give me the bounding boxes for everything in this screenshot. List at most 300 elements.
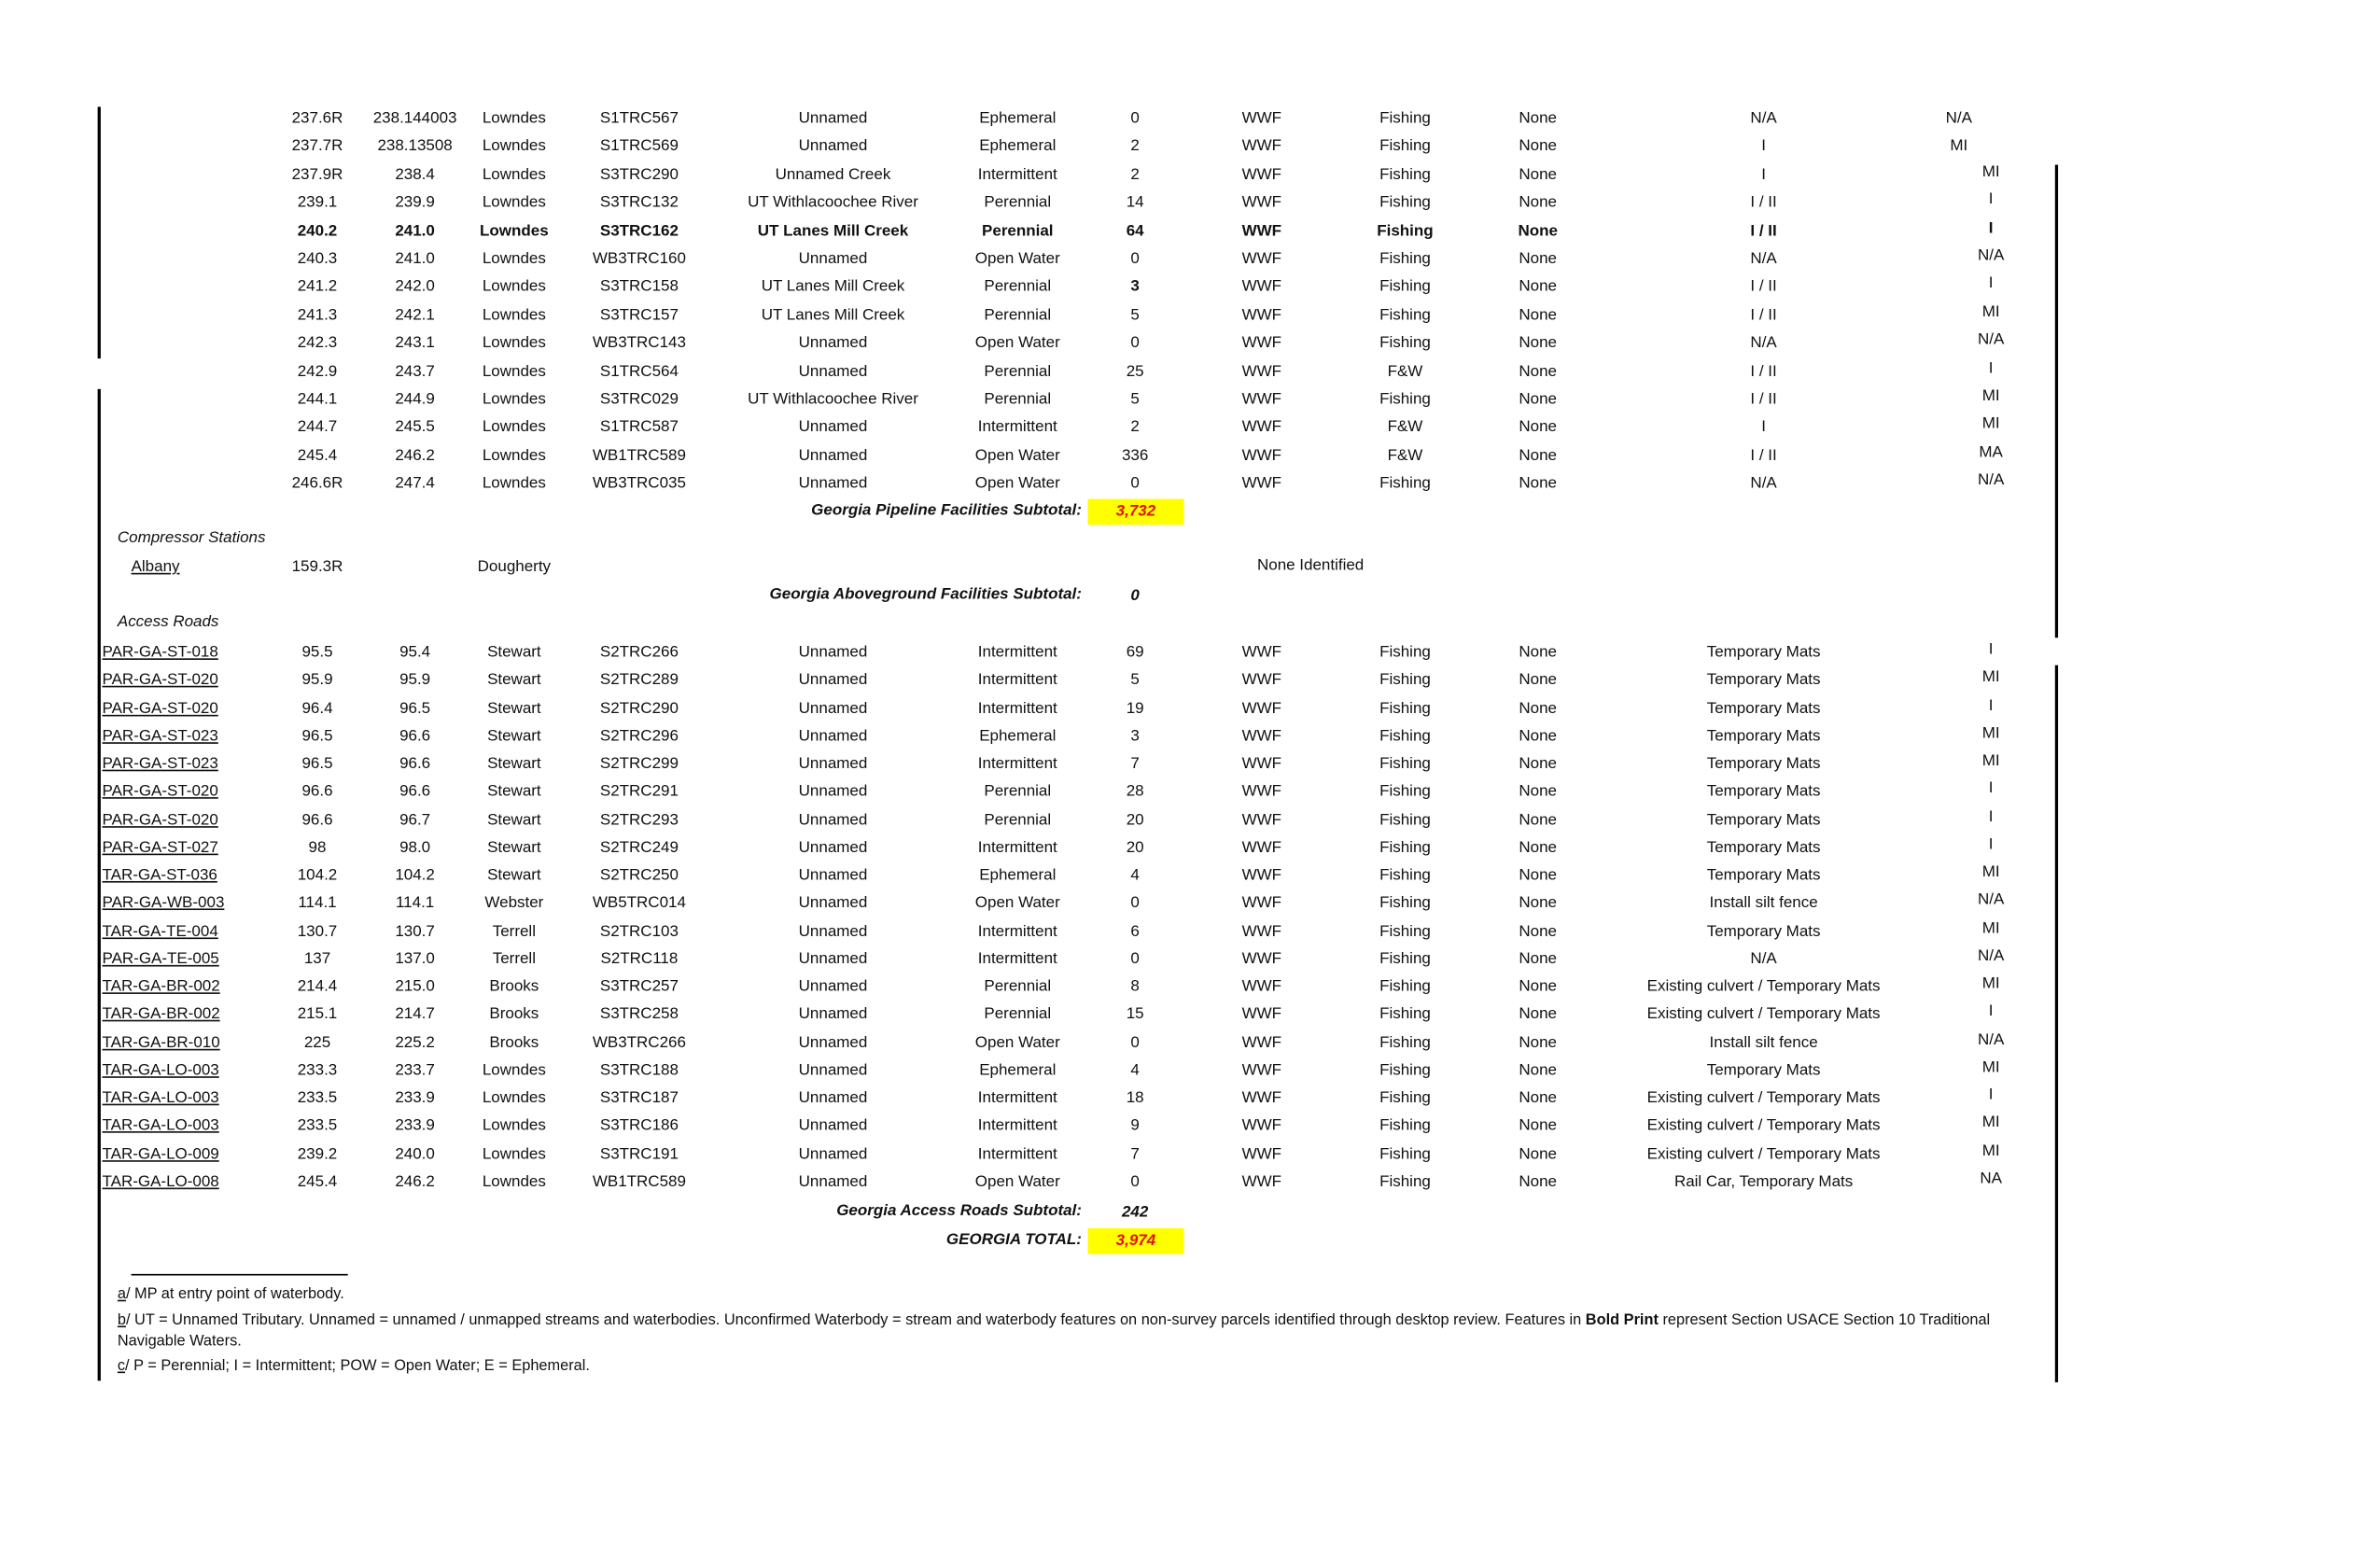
feature-id: WB3TRC143 xyxy=(592,335,686,353)
flow-type: Open Water xyxy=(974,1034,1060,1052)
feature-id: S1TRC564 xyxy=(599,363,679,381)
water-quality: WWF xyxy=(1241,1145,1282,1163)
feature-id: S2TRC291 xyxy=(599,783,679,801)
access-road-link[interactable]: TAR-GA-BR-002 xyxy=(102,1006,220,1024)
water-quality: WWF xyxy=(1241,700,1282,718)
crossing-length: 5 xyxy=(1130,391,1140,409)
access-road-link[interactable]: PAR-GA-ST-020 xyxy=(102,700,218,718)
waterbody-name: Unnamed xyxy=(798,839,868,857)
crossing-length: 7 xyxy=(1130,1145,1140,1163)
access-subtotal-label: Georgia Access Roads Subtotal: xyxy=(836,1202,1082,1220)
crossing-method: I / II xyxy=(1750,278,1777,296)
water-quality: WWF xyxy=(1241,1089,1282,1107)
footnote-mark: c xyxy=(117,1357,126,1375)
crossing-length: 2 xyxy=(1130,419,1140,437)
access-road-link[interactable]: TAR-GA-BR-002 xyxy=(102,978,220,996)
crossing-length: 0 xyxy=(1130,1034,1140,1052)
crossing-length: 2 xyxy=(1130,138,1140,156)
fishery: Fishing xyxy=(1379,166,1431,184)
feature-id: S3TRC162 xyxy=(599,222,679,240)
fishery: Fishing xyxy=(1379,1089,1431,1107)
fishery: Fishing xyxy=(1379,194,1431,212)
impact-type: N/A xyxy=(1977,331,2005,349)
water-quality: WWF xyxy=(1241,194,1282,212)
crossing-length: 336 xyxy=(1121,447,1149,465)
impact-type: MI xyxy=(1981,163,2000,181)
county: Stewart xyxy=(487,728,541,746)
access-subtotal-value: 242 xyxy=(1121,1204,1149,1222)
mp-begin: 242.3 xyxy=(297,335,338,353)
access-road-link[interactable]: TAR-GA-TE-004 xyxy=(102,922,218,940)
waterbody-name: Unnamed xyxy=(798,1117,868,1135)
feature-id: WB3TRC035 xyxy=(592,475,686,493)
feature-id: S3TRC158 xyxy=(599,278,679,296)
footnote-c xyxy=(118,1356,2009,1378)
mp-begin: 244.1 xyxy=(297,391,338,409)
impact-type: MI xyxy=(1981,975,2000,993)
county: Stewart xyxy=(487,644,541,662)
compressor-county: Dougherty xyxy=(477,559,552,577)
mp-end: 95.9 xyxy=(399,672,431,690)
impact-type: MI xyxy=(1981,752,2000,770)
crossing-method: I / II xyxy=(1750,391,1777,409)
access-road-link[interactable]: PAR-GA-ST-020 xyxy=(102,672,218,690)
access-road-link[interactable]: PAR-GA-ST-020 xyxy=(102,783,218,801)
flow-type: Intermittent xyxy=(977,1117,1057,1135)
crossing-length: 0 xyxy=(1130,475,1140,493)
state-designation: None xyxy=(1519,867,1557,885)
waterbody-name: UT Lanes Mill Creek xyxy=(757,222,909,240)
mp-begin: 233.3 xyxy=(297,1062,338,1080)
crossing-length: 64 xyxy=(1126,222,1144,240)
state-designation: None xyxy=(1519,950,1557,968)
county: Lowndes xyxy=(482,1089,546,1107)
water-quality: WWF xyxy=(1241,839,1282,857)
water-quality: WWF xyxy=(1241,166,1282,184)
feature-id: S2TRC118 xyxy=(600,950,679,968)
feature-id: WB5TRC014 xyxy=(592,895,686,913)
flow-type: Perennial xyxy=(984,307,1052,325)
state-designation: None xyxy=(1519,644,1557,662)
feature-id: WB3TRC160 xyxy=(592,250,686,268)
mp-end: 225.2 xyxy=(395,1034,435,1052)
state-designation: None xyxy=(1519,839,1557,857)
county: Webster xyxy=(484,895,544,913)
access-road-link[interactable]: PAR-GA-ST-023 xyxy=(102,755,218,773)
state-designation: None xyxy=(1519,1006,1557,1024)
access-road-link[interactable]: PAR-GA-WB-003 xyxy=(102,895,225,913)
access-road-link[interactable]: TAR-GA-LO-003 xyxy=(102,1117,219,1135)
waterbody-name: Unnamed xyxy=(798,138,868,156)
mp-begin: 237.9R xyxy=(291,166,343,184)
state-designation: None xyxy=(1519,278,1557,296)
fishery: Fishing xyxy=(1379,1062,1431,1080)
mp-end: 241.0 xyxy=(395,222,435,240)
impact-type: MI xyxy=(1950,138,1968,156)
flow-type: Ephemeral xyxy=(979,110,1057,128)
waterbody-name: Unnamed xyxy=(798,700,868,718)
water-quality: WWF xyxy=(1241,978,1282,996)
water-quality: WWF xyxy=(1241,419,1282,437)
waterbody-name: UT Lanes Mill Creek xyxy=(761,307,905,325)
flow-type: Intermittent xyxy=(977,166,1057,184)
mp-begin: 215.1 xyxy=(297,1006,338,1024)
fishery: F&W xyxy=(1387,363,1423,381)
flow-type: Perennial xyxy=(984,811,1052,829)
right-border xyxy=(2055,665,2058,1382)
feature-id: S3TRC132 xyxy=(599,194,679,212)
crossing-method: Install silt fence xyxy=(1709,895,1818,913)
fishery: Fishing xyxy=(1379,922,1431,940)
access-road-link[interactable]: TAR-GA-LO-003 xyxy=(102,1062,219,1080)
water-quality: WWF xyxy=(1241,644,1282,662)
compressor-station-link[interactable]: Albany xyxy=(131,559,180,577)
impact-type: N/A xyxy=(1977,1030,2005,1048)
county: Lowndes xyxy=(482,1145,546,1163)
left-border xyxy=(98,389,101,1380)
mp-begin: 214.4 xyxy=(297,978,338,996)
feature-id: S2TRC266 xyxy=(599,644,679,662)
crossing-method: N/A xyxy=(1750,250,1777,268)
mp-end: 247.4 xyxy=(395,475,435,493)
mp-end: 96.6 xyxy=(399,728,431,746)
state-designation: None xyxy=(1519,1145,1557,1163)
pipeline-subtotal-label: Georgia Pipeline Facilities Subtotal: xyxy=(811,502,1082,520)
fishery: Fishing xyxy=(1379,672,1431,690)
feature-id: S2TRC296 xyxy=(599,728,679,746)
waterbody-name: Unnamed xyxy=(798,950,868,968)
flow-type: Intermittent xyxy=(977,1145,1057,1163)
impact-type: N/A xyxy=(1977,891,2005,909)
waterbody-name: Unnamed xyxy=(798,755,868,773)
fishery: Fishing xyxy=(1379,1006,1431,1024)
mp-begin: 95.9 xyxy=(301,672,333,690)
state-designation: None xyxy=(1519,391,1557,409)
flow-type: Intermittent xyxy=(977,700,1057,718)
mp-end: 241.0 xyxy=(395,250,435,268)
footnote-b xyxy=(118,1310,2009,1353)
fishery: Fishing xyxy=(1379,867,1431,885)
mp-end: 240.0 xyxy=(395,1145,435,1163)
water-quality: WWF xyxy=(1241,1117,1282,1135)
access-road-link[interactable]: TAR-GA-ST-036 xyxy=(102,867,217,885)
fishery: Fishing xyxy=(1379,1034,1431,1052)
fishery: Fishing xyxy=(1379,335,1431,353)
right-border xyxy=(2055,165,2058,638)
water-quality: WWF xyxy=(1241,307,1282,325)
feature-id: S3TRC029 xyxy=(599,391,679,409)
crossing-length: 2 xyxy=(1130,166,1140,184)
access-road-link[interactable]: PAR-GA-ST-027 xyxy=(102,839,218,857)
crossing-length: 6 xyxy=(1130,922,1140,940)
feature-id: S2TRC249 xyxy=(599,839,679,857)
impact-type: I xyxy=(1988,697,1994,714)
impact-type: N/A xyxy=(1945,110,1972,128)
feature-id: WB1TRC589 xyxy=(592,447,686,465)
state-designation: None xyxy=(1519,978,1557,996)
mp-end: 137.0 xyxy=(395,950,435,968)
feature-id: S3TRC257 xyxy=(599,978,679,996)
fishery: Fishing xyxy=(1379,110,1431,128)
fishery: Fishing xyxy=(1379,811,1431,829)
feature-id: S2TRC250 xyxy=(599,867,679,885)
aboveground-subtotal-value: 0 xyxy=(1130,588,1140,606)
flow-type: Perennial xyxy=(984,278,1052,296)
fishery: Fishing xyxy=(1379,391,1431,409)
mp-end: 246.2 xyxy=(395,1173,435,1191)
flow-type: Intermittent xyxy=(977,950,1057,968)
crossing-length: 5 xyxy=(1130,672,1140,690)
mp-end: 233.9 xyxy=(395,1089,435,1107)
crossing-length: 19 xyxy=(1126,700,1144,718)
mp-begin: 241.2 xyxy=(297,278,338,296)
waterbody-name: UT Withlacoochee River xyxy=(748,194,918,212)
water-quality: WWF xyxy=(1241,895,1282,913)
impact-type: I xyxy=(1988,1003,1994,1021)
compressor-heading: Compressor Stations xyxy=(117,530,266,548)
flow-type: Open Water xyxy=(974,447,1060,465)
footnote-bold-text: Bold Print xyxy=(1585,1311,1659,1329)
state-designation: None xyxy=(1519,363,1557,381)
county: Brooks xyxy=(489,1006,539,1024)
county: Stewart xyxy=(487,755,541,773)
mp-end: 244.9 xyxy=(395,391,435,409)
mp-begin: 96.6 xyxy=(301,811,333,829)
flow-type: Open Water xyxy=(974,1173,1060,1191)
crossing-method: Existing culvert / Temporary Mats xyxy=(1646,1145,1881,1163)
flow-type: Ephemeral xyxy=(979,728,1057,746)
waterbody-name: Unnamed xyxy=(798,363,868,381)
fishery: Fishing xyxy=(1377,222,1434,240)
county: Lowndes xyxy=(482,1062,546,1080)
fishery: Fishing xyxy=(1379,307,1431,325)
water-quality: WWF xyxy=(1241,1034,1282,1052)
flow-type: Perennial xyxy=(984,1006,1052,1024)
feature-id: S3TRC258 xyxy=(599,1006,679,1024)
flow-type: Perennial xyxy=(984,783,1052,801)
crossing-method: Temporary Mats xyxy=(1706,644,1821,662)
crossing-length: 18 xyxy=(1126,1089,1144,1107)
crossing-method: Temporary Mats xyxy=(1706,867,1821,885)
state-designation: None xyxy=(1519,1062,1557,1080)
county: Lowndes xyxy=(482,250,546,268)
state-designation: None xyxy=(1519,700,1557,718)
mp-end: 233.7 xyxy=(395,1062,435,1080)
fishery: Fishing xyxy=(1379,895,1431,913)
waterbody-name: Unnamed xyxy=(798,475,868,493)
state-designation: None xyxy=(1519,166,1557,184)
feature-id: S3TRC186 xyxy=(599,1117,679,1135)
feature-id: S2TRC289 xyxy=(599,672,679,690)
access-road-link[interactable]: TAR-GA-BR-010 xyxy=(102,1034,220,1052)
mp-end: 96.6 xyxy=(399,783,431,801)
crossing-method: I xyxy=(1761,138,1766,156)
water-quality: WWF xyxy=(1241,278,1282,296)
mp-end: 239.9 xyxy=(395,194,435,212)
impact-type: N/A xyxy=(1977,472,2005,490)
county: Brooks xyxy=(489,1034,539,1052)
water-quality: WWF xyxy=(1241,672,1282,690)
impact-type: NA xyxy=(1980,1170,2002,1188)
feature-id: S3TRC188 xyxy=(599,1062,679,1080)
mp-begin: 104.2 xyxy=(297,867,338,885)
water-quality: WWF xyxy=(1241,950,1282,968)
county: Lowndes xyxy=(482,447,546,465)
waterbody-name: Unnamed xyxy=(798,1145,868,1163)
access-roads-heading: Access Roads xyxy=(117,613,219,631)
mp-end: 246.2 xyxy=(395,447,435,465)
impact-type: I xyxy=(1988,836,1994,854)
mp-begin: 242.9 xyxy=(297,363,338,381)
crossing-method: Temporary Mats xyxy=(1706,1062,1821,1080)
crossing-method: Temporary Mats xyxy=(1706,811,1821,829)
mp-end: 233.9 xyxy=(395,1117,435,1135)
water-quality: WWF xyxy=(1241,811,1282,829)
flow-type: Perennial xyxy=(984,978,1052,996)
crossing-length: 20 xyxy=(1126,839,1144,857)
county: Stewart xyxy=(487,811,541,829)
feature-id: WB1TRC589 xyxy=(592,1173,686,1191)
mp-begin: 246.6R xyxy=(291,475,343,493)
water-quality: WWF xyxy=(1241,783,1282,801)
fishery: Fishing xyxy=(1379,1117,1431,1135)
access-road-link[interactable]: TAR-GA-LO-009 xyxy=(102,1145,219,1163)
mp-begin: 233.5 xyxy=(297,1089,338,1107)
feature-id: S2TRC290 xyxy=(599,700,679,718)
water-quality: WWF xyxy=(1241,138,1282,156)
water-quality: WWF xyxy=(1241,447,1282,465)
pipeline-subtotal-value: 3,732 xyxy=(1087,499,1183,525)
crossing-method: I / II xyxy=(1750,307,1777,325)
impact-type: MI xyxy=(1981,919,2000,937)
flow-type: Open Water xyxy=(974,250,1060,268)
flow-type: Intermittent xyxy=(977,922,1057,940)
crossing-length: 3 xyxy=(1130,728,1140,746)
mp-end: 238.144003 xyxy=(372,110,457,128)
crossing-length: 25 xyxy=(1126,363,1144,381)
flow-type: Open Water xyxy=(974,895,1060,913)
county: Lowndes xyxy=(480,222,549,240)
flow-type: Perennial xyxy=(984,363,1052,381)
impact-type: N/A xyxy=(1977,247,2005,265)
waterbody-name: Unnamed xyxy=(798,811,868,829)
county: Lowndes xyxy=(482,1173,546,1191)
impact-type: MI xyxy=(1981,1142,2000,1160)
flow-type: Intermittent xyxy=(977,419,1057,437)
county: Lowndes xyxy=(482,1117,546,1135)
waterbody-name: Unnamed xyxy=(798,672,868,690)
county: Brooks xyxy=(489,978,539,996)
crossing-method: Existing culvert / Temporary Mats xyxy=(1646,978,1881,996)
access-road-link[interactable]: PAR-GA-ST-020 xyxy=(102,811,218,829)
impact-type: MI xyxy=(1981,864,2000,881)
access-road-link[interactable]: TAR-GA-LO-003 xyxy=(102,1089,219,1107)
feature-id: S2TRC103 xyxy=(599,922,679,940)
fishery: Fishing xyxy=(1379,755,1431,773)
crossing-method: Rail Car, Temporary Mats xyxy=(1673,1173,1854,1191)
flow-type: Ephemeral xyxy=(979,1062,1057,1080)
feature-id: S2TRC293 xyxy=(599,811,679,829)
mp-end: 238.13508 xyxy=(377,138,453,156)
crossing-method: I / II xyxy=(1750,194,1777,212)
waterbody-name: Unnamed xyxy=(798,335,868,353)
state-designation: None xyxy=(1519,447,1557,465)
flow-type: Open Water xyxy=(974,475,1060,493)
water-quality: WWF xyxy=(1241,110,1282,128)
fishery: Fishing xyxy=(1379,1173,1431,1191)
access-road-link[interactable]: PAR-GA-ST-018 xyxy=(102,644,218,662)
impact-type: I xyxy=(1988,1086,1994,1104)
state-designation: None xyxy=(1519,138,1557,156)
crossing-method: Install silt fence xyxy=(1709,1034,1818,1052)
crossing-length: 0 xyxy=(1130,1173,1140,1191)
mp-begin: 114.1 xyxy=(298,895,337,913)
fishery: Fishing xyxy=(1379,1145,1431,1163)
water-quality: WWF xyxy=(1241,1062,1282,1080)
compressor-note: None Identified xyxy=(1256,557,1365,575)
mp-end: 238.4 xyxy=(395,166,435,184)
crossing-length: 28 xyxy=(1126,783,1144,801)
access-road-link[interactable]: TAR-GA-LO-008 xyxy=(102,1173,219,1191)
mp-end: 130.7 xyxy=(395,922,435,940)
crossing-method: I xyxy=(1761,166,1766,184)
waterbody-name: Unnamed xyxy=(798,1089,868,1107)
fishery: Fishing xyxy=(1379,950,1431,968)
crossing-length: 69 xyxy=(1126,644,1144,662)
crossing-method: Existing culvert / Temporary Mats xyxy=(1646,1006,1881,1024)
state-designation: None xyxy=(1519,1173,1557,1191)
water-quality: WWF xyxy=(1241,222,1282,240)
feature-id: S1TRC569 xyxy=(599,138,679,156)
waterbody-name: Unnamed xyxy=(798,447,868,465)
county: Stewart xyxy=(487,672,541,690)
crossing-length: 5 xyxy=(1130,307,1140,325)
mp-begin: 245.4 xyxy=(297,447,338,465)
crossing-method: I / II xyxy=(1750,222,1777,240)
impact-type: I xyxy=(1988,191,1994,209)
water-quality: WWF xyxy=(1241,250,1282,268)
crossing-method: Temporary Mats xyxy=(1706,728,1821,746)
state-designation: None xyxy=(1519,335,1557,353)
water-quality: WWF xyxy=(1241,922,1282,940)
impact-type: MI xyxy=(1981,669,2000,687)
waterbody-name: UT Lanes Mill Creek xyxy=(761,278,905,296)
mp-begin: 130.7 xyxy=(297,922,338,940)
mp-begin: 240.2 xyxy=(297,222,338,240)
waterbody-name: Unnamed xyxy=(798,783,868,801)
fishery: Fishing xyxy=(1379,978,1431,996)
water-quality: WWF xyxy=(1241,1173,1282,1191)
crossing-length: 14 xyxy=(1126,194,1144,212)
waterbody-name: Unnamed xyxy=(798,867,868,885)
waterbody-name: Unnamed xyxy=(798,250,868,268)
fishery: Fishing xyxy=(1379,138,1431,156)
water-quality: WWF xyxy=(1241,755,1282,773)
impact-type: I xyxy=(1988,359,1994,377)
waterbody-name: Unnamed xyxy=(798,644,868,662)
crossing-length: 4 xyxy=(1130,867,1140,885)
waterbody-name: Unnamed xyxy=(798,895,868,913)
access-road-link[interactable]: PAR-GA-TE-005 xyxy=(102,950,219,968)
county: Lowndes xyxy=(482,194,546,212)
mp-end: 242.0 xyxy=(395,278,435,296)
state-designation: None xyxy=(1519,755,1557,773)
access-road-link[interactable]: PAR-GA-ST-023 xyxy=(102,728,218,746)
state-designation: None xyxy=(1519,895,1557,913)
county: Terrell xyxy=(492,922,536,940)
mp-begin: 96.5 xyxy=(301,728,333,746)
crossing-method: I / II xyxy=(1750,363,1777,381)
